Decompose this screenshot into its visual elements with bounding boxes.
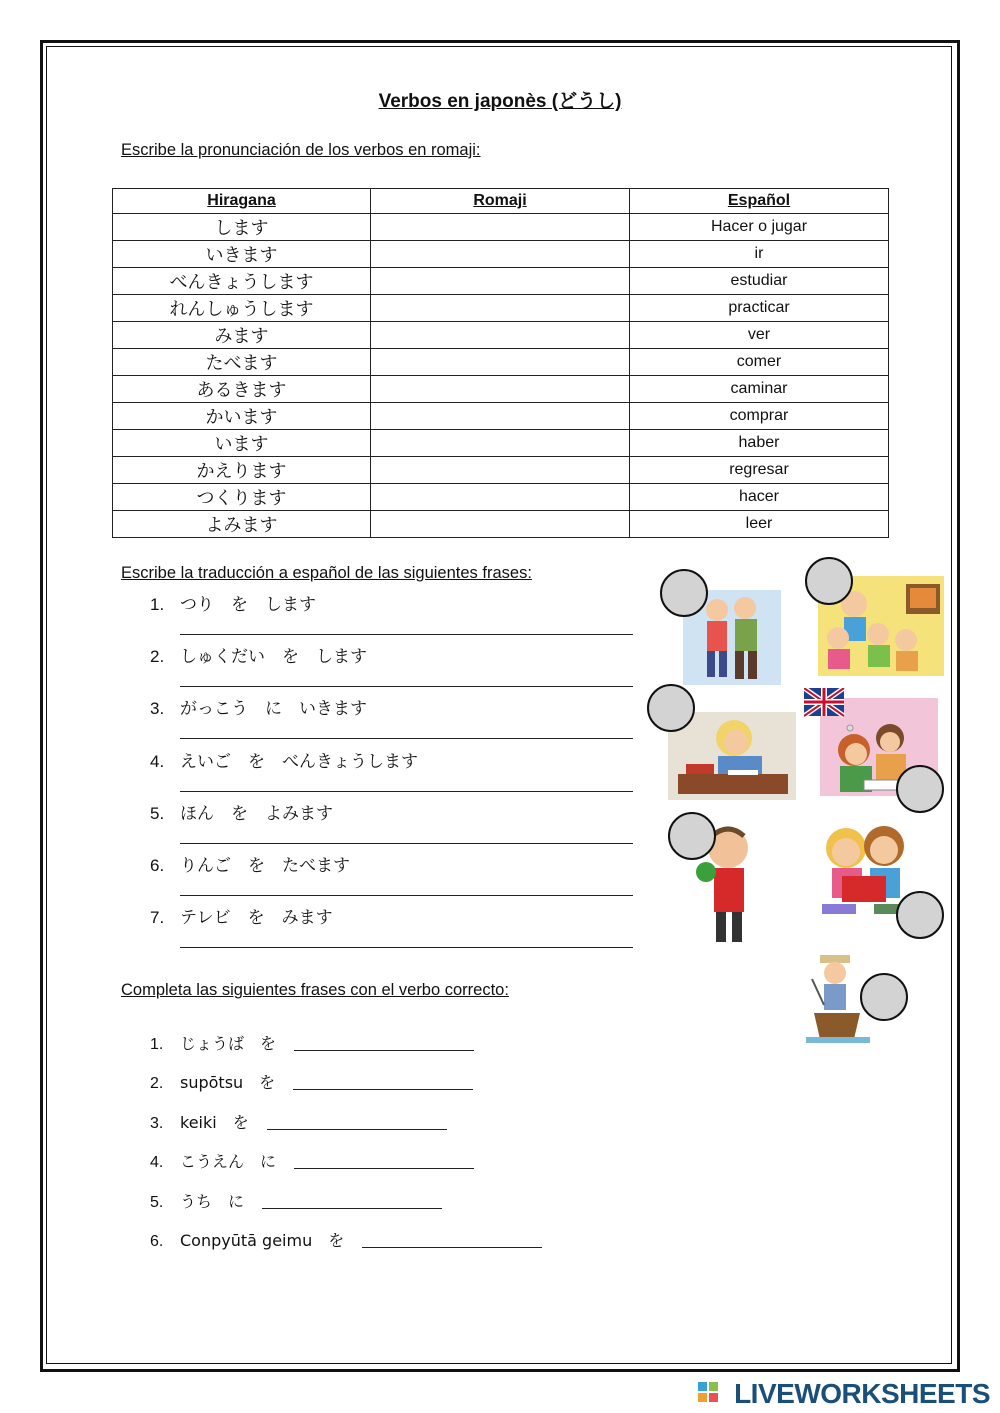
instruction-complete: Completa las siguientes frases con el verbo correcto: xyxy=(121,981,509,999)
romaji-answer-cell[interactable] xyxy=(371,511,630,538)
espanol-cell: regresar xyxy=(630,457,889,484)
romaji-answer-cell[interactable] xyxy=(371,484,630,511)
sentence-fragment: じょうば を xyxy=(180,1034,277,1053)
header-espanol: Español xyxy=(630,189,889,214)
verb-row xyxy=(113,241,889,268)
complete-item xyxy=(150,1031,474,1054)
japanese-phrase: えいご を べんきょうします xyxy=(180,751,418,772)
translate-item xyxy=(150,694,367,719)
romaji-answer-cell[interactable] xyxy=(371,322,630,349)
romaji-answer-cell[interactable] xyxy=(371,430,630,457)
item-number: 7. xyxy=(150,908,165,928)
hiragana-cell: います xyxy=(113,430,371,457)
verb-row xyxy=(113,430,889,457)
instruction-translate: Escribe la traducción a español de las siguientes frases: xyxy=(121,564,532,582)
liveworksheets-brand: LIVEWORKSHEETS xyxy=(734,1378,990,1409)
japanese-phrase: つり を します xyxy=(180,595,316,615)
item-number: 2. xyxy=(150,647,165,667)
espanol-cell: haber xyxy=(630,430,889,457)
translation-answer-line[interactable] xyxy=(180,791,633,792)
hiragana-cell: べんきょうします xyxy=(113,268,371,295)
espanol-cell: hacer xyxy=(630,484,889,511)
hiragana-cell: みます xyxy=(113,322,371,349)
verb-row xyxy=(113,484,889,511)
romaji-answer-cell[interactable] xyxy=(371,457,630,484)
romaji-answer-cell[interactable] xyxy=(371,268,630,295)
item-number: 1. xyxy=(150,1036,164,1053)
item-number: 6. xyxy=(150,1233,164,1250)
espanol-cell: comer xyxy=(630,349,889,376)
translation-answer-line[interactable] xyxy=(180,738,633,739)
translation-answer-line[interactable] xyxy=(180,634,633,635)
espanol-cell: ver xyxy=(630,322,889,349)
answer-circle-1[interactable] xyxy=(660,569,708,617)
espanol-cell: leer xyxy=(630,511,889,538)
espanol-cell: practicar xyxy=(630,295,889,322)
translate-item xyxy=(150,642,367,667)
answer-circle-4[interactable] xyxy=(896,765,944,813)
answer-circle-5[interactable] xyxy=(668,812,716,860)
japanese-phrase: りんご を たべます xyxy=(180,856,350,876)
verb-row xyxy=(113,403,889,430)
item-number: 5. xyxy=(150,803,165,823)
espanol-cell: caminar xyxy=(630,376,889,403)
item-number: 5. xyxy=(150,1193,164,1211)
verb-answer-blank[interactable] xyxy=(262,1208,442,1209)
item-number: 6. xyxy=(150,856,165,875)
complete-item xyxy=(150,1110,447,1133)
complete-item xyxy=(150,1149,474,1172)
romaji-answer-cell[interactable] xyxy=(371,376,630,403)
answer-circle-2[interactable] xyxy=(805,557,853,605)
translation-answer-line[interactable] xyxy=(180,895,633,896)
hiragana-cell: つくります xyxy=(113,484,371,511)
verb-answer-blank[interactable] xyxy=(267,1129,447,1130)
translation-answer-line[interactable] xyxy=(180,843,633,844)
item-number: 1. xyxy=(150,595,165,614)
japanese-phrase: がっこう に いきます xyxy=(180,699,367,720)
hiragana-cell: します xyxy=(113,214,371,241)
sentence-fragment: supōtsu を xyxy=(180,1073,276,1093)
japanese-phrase: しゅくだい を します xyxy=(180,647,367,668)
verb-row xyxy=(113,349,889,376)
answer-circle-6[interactable] xyxy=(896,891,944,939)
verb-row xyxy=(113,214,889,241)
hiragana-cell: よみます xyxy=(113,511,371,538)
sentence-fragment: こうえん に xyxy=(180,1152,277,1172)
verb-row xyxy=(113,268,889,295)
hiragana-cell: あるきます xyxy=(113,376,371,403)
complete-item xyxy=(150,1189,442,1212)
answer-circle-7[interactable] xyxy=(860,973,908,1021)
romaji-answer-cell[interactable] xyxy=(371,295,630,322)
header-hiragana: Hiragana xyxy=(113,189,371,214)
liveworksheets-logo-icon xyxy=(698,1382,718,1402)
sentence-fragment: keiki を xyxy=(180,1112,249,1132)
japanese-phrase: ほん を よみます xyxy=(180,803,333,824)
hiragana-cell: かいます xyxy=(113,403,371,430)
espanol-cell: ir xyxy=(630,241,889,268)
verb-answer-blank[interactable] xyxy=(362,1247,542,1248)
espanol-cell: Hacer o jugar xyxy=(630,214,889,241)
translation-answer-line[interactable] xyxy=(180,686,633,687)
answer-circle-3[interactable] xyxy=(647,684,695,732)
hiragana-cell: いきます xyxy=(113,241,371,268)
hiragana-cell: れんしゅうします xyxy=(113,295,371,322)
verb-answer-blank[interactable] xyxy=(294,1050,474,1051)
verbs-table xyxy=(112,188,889,538)
verb-row xyxy=(113,376,889,403)
hiragana-cell: たべます xyxy=(113,349,371,376)
romaji-answer-cell[interactable] xyxy=(371,349,630,376)
page-title: Verbos en japonès (どうし) xyxy=(378,91,622,112)
item-number: 4. xyxy=(150,1154,164,1172)
translation-answer-line[interactable] xyxy=(180,947,633,948)
romaji-answer-cell[interactable] xyxy=(371,241,630,268)
header-romaji: Romaji xyxy=(371,189,630,214)
complete-item xyxy=(150,1070,473,1093)
romaji-answer-cell[interactable] xyxy=(371,403,630,430)
hiragana-cell: かえります xyxy=(113,457,371,484)
translate-item xyxy=(150,799,333,824)
japanese-phrase: テレビ を みます xyxy=(180,908,333,929)
complete-item xyxy=(150,1228,542,1251)
verb-row xyxy=(113,295,889,322)
sentence-fragment: うち に xyxy=(180,1191,245,1211)
romaji-answer-cell[interactable] xyxy=(371,214,630,241)
verb-answer-blank[interactable] xyxy=(294,1168,474,1169)
translate-item xyxy=(150,747,418,772)
sentence-fragment: Conpyūtā geimu を xyxy=(180,1231,345,1250)
translate-item xyxy=(150,851,350,876)
verb-row xyxy=(113,322,889,349)
item-number: 3. xyxy=(150,1114,164,1132)
verb-answer-blank[interactable] xyxy=(293,1089,473,1090)
translate-item xyxy=(150,903,333,928)
item-number: 2. xyxy=(150,1075,164,1093)
espanol-cell: comprar xyxy=(630,403,889,430)
verb-row xyxy=(113,511,889,538)
verb-row xyxy=(113,457,889,484)
item-number: 4. xyxy=(150,751,165,771)
instruction-romaji: Escribe la pronunciación de los verbos en romaji: xyxy=(121,141,481,159)
translate-item xyxy=(150,590,316,615)
item-number: 3. xyxy=(150,699,165,719)
espanol-cell: estudiar xyxy=(630,268,889,295)
